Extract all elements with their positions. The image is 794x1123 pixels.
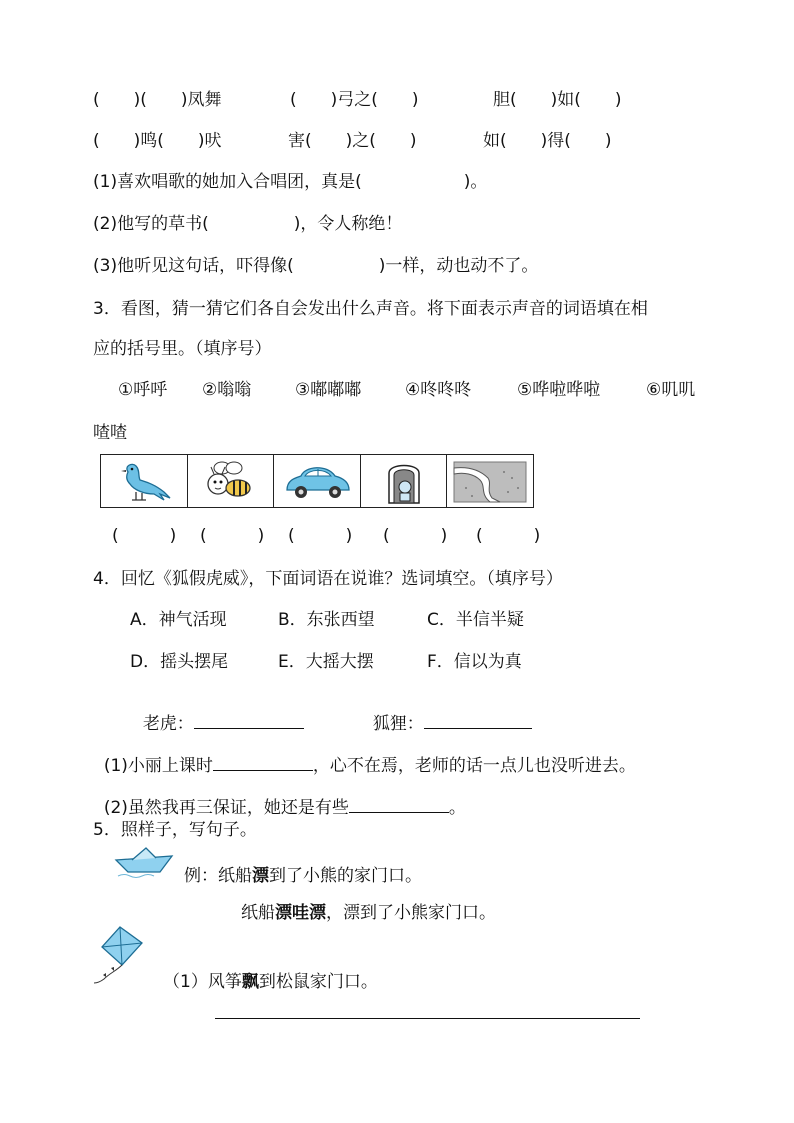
idiom-6: 如( )得( ) xyxy=(483,131,612,151)
picture-answer-3[interactable]: ( ) xyxy=(288,526,353,546)
q3-option-4: ④咚咚咚 xyxy=(405,380,472,400)
q4-choice-b: B．东张西望 xyxy=(278,610,375,630)
car-icon xyxy=(281,458,353,504)
picture-answer-5[interactable]: ( ) xyxy=(476,526,541,546)
q5-title: 5．照样子，写句子。 xyxy=(93,820,257,840)
q3-title-line1: 3．看图，猜一猜它们各自会发出什么声音。将下面表示声音的词语填在相 xyxy=(93,299,648,319)
picture-cell-bird xyxy=(101,455,188,507)
idiom-4: ( )鸣( )吠 xyxy=(93,131,222,151)
paper-boat-icon xyxy=(112,846,176,882)
q4-sentence-1-end: ，心不在焉，老师的话一点儿也没听进去。 xyxy=(312,756,636,776)
q3-title-line2: 应的括号里。（填序号） xyxy=(93,339,272,359)
q4-sentence-1-blank[interactable] xyxy=(213,752,313,771)
q4-title: 4．回忆《狐假虎威》，下面词语在说谁？选词填空。（填序号） xyxy=(93,569,563,589)
picture-answer-2[interactable]: ( ) xyxy=(200,526,265,546)
q4-choice-c: C．半信半疑 xyxy=(427,610,524,630)
picture-cell-door xyxy=(361,455,448,507)
bird-icon xyxy=(114,458,174,504)
idiom-1: ( )( )凤舞 xyxy=(93,90,222,110)
tiger-answer-blank[interactable] xyxy=(194,710,304,729)
picture-strip xyxy=(100,454,534,508)
idiom-5: 害( )之( ) xyxy=(288,131,417,151)
fox-answer-blank[interactable] xyxy=(424,710,532,729)
q4-choice-e: E．大摇大摆 xyxy=(278,652,374,672)
q4-choice-f: F．信以为真 xyxy=(427,652,522,672)
tiger-label: 老虎： xyxy=(142,714,194,734)
idiom-2: ( )弓之( ) xyxy=(290,90,419,110)
q4-choice-a: A．神气活现 xyxy=(130,610,227,630)
q4-choice-d: D．摇头摆尾 xyxy=(130,652,229,672)
example-sentence: 例：纸船漂到了小熊的家门口。 xyxy=(184,866,422,886)
fill-sentence-2: (2)他写的草书( )，令人称绝！ xyxy=(93,214,403,234)
picture-cell-car xyxy=(274,455,361,507)
kite-icon xyxy=(92,925,148,985)
picture-cell-bee xyxy=(188,455,275,507)
fox-label: 狐狸： xyxy=(372,714,424,734)
picture-cell-stream xyxy=(447,455,533,507)
stream-icon xyxy=(452,458,528,504)
q3-option-6-cont: 喳喳 xyxy=(93,423,127,443)
q4-sentence-2-blank[interactable] xyxy=(349,794,449,813)
answer-line[interactable] xyxy=(215,1018,640,1019)
door-knock-icon xyxy=(379,457,429,505)
q4-sentence-2-end: 。 xyxy=(448,798,466,818)
q3-option-6: ⑥叽叽 xyxy=(646,380,696,400)
task-sentence: （1）风筝飘到松鼠家门口。 xyxy=(163,972,378,992)
idiom-3: 胆( )如( ) xyxy=(493,90,622,110)
fill-sentence-1: (1)喜欢唱歌的她加入合唱团，真是( )。 xyxy=(93,172,488,192)
q3-option-2: ②嗡嗡 xyxy=(202,380,252,400)
q3-option-5: ⑤哗啦哗啦 xyxy=(517,380,601,400)
picture-answer-1[interactable]: ( ) xyxy=(112,526,177,546)
bee-icon xyxy=(200,458,260,504)
q4-sentence-2-start: (2)虽然我再三保证，她还是有些 xyxy=(103,798,349,818)
q4-sentence-1-start: (1)小丽上课时 xyxy=(103,756,213,776)
picture-answer-4[interactable]: ( ) xyxy=(383,526,448,546)
example-answer: 纸船漂哇漂，漂到了小熊家门口。 xyxy=(241,903,496,923)
fill-sentence-3: (3)他听见这句话，吓得像( )一样，动也动不了。 xyxy=(93,256,539,276)
q3-option-3: ③嘟嘟嘟 xyxy=(295,380,362,400)
q3-option-1: ①呼呼 xyxy=(118,380,168,400)
